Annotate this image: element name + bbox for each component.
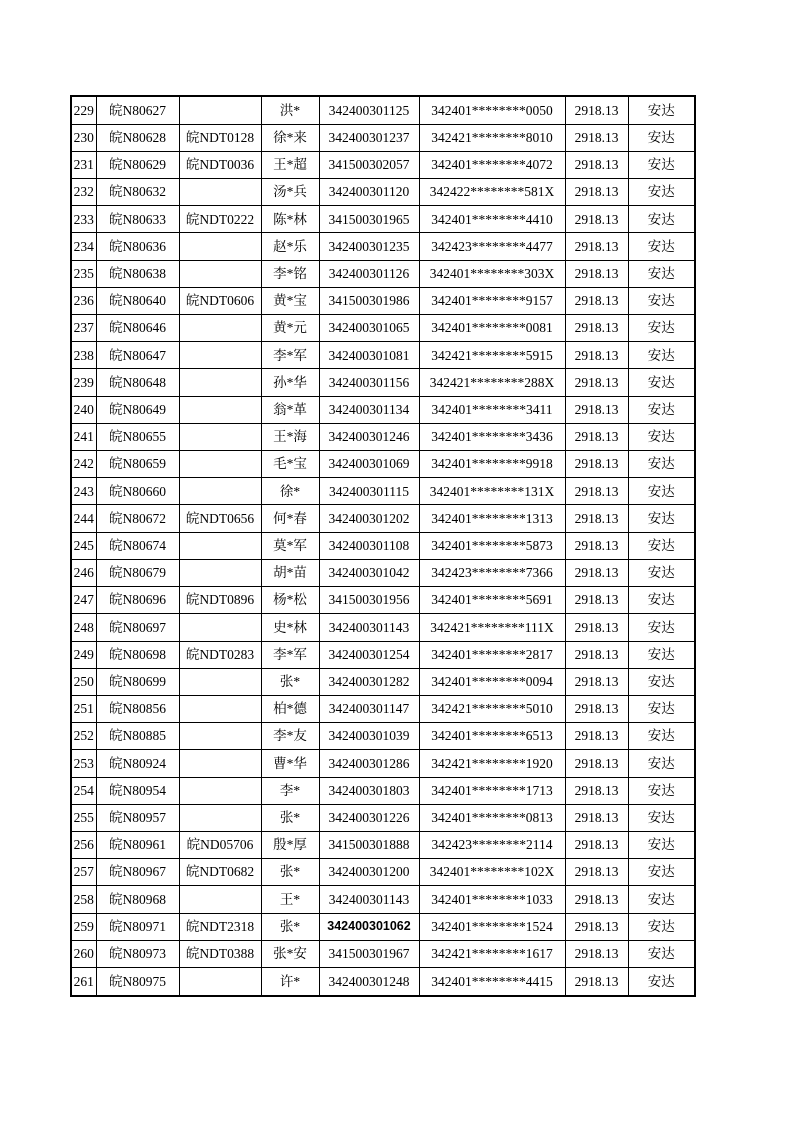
cell-name: 莫*军 [261, 532, 319, 559]
cell-id_masked: 342401********9157 [419, 287, 565, 314]
cell-name: 张* [261, 913, 319, 940]
cell-amount: 2918.13 [565, 260, 628, 287]
cell-company: 安达 [628, 750, 695, 777]
table-row [71, 559, 695, 586]
cell-no: 243 [71, 478, 96, 505]
cell-id_masked: 342401********0094 [419, 668, 565, 695]
cell-company: 安达 [628, 206, 695, 233]
cell-amount: 2918.13 [565, 913, 628, 940]
cell-name: 张*安 [261, 940, 319, 967]
cell-number: 342400301286 [319, 750, 419, 777]
table-row [71, 750, 695, 777]
cell-number: 342400301254 [319, 641, 419, 668]
cell-number: 342400301143 [319, 614, 419, 641]
cell-amount: 2918.13 [565, 396, 628, 423]
cell-amount: 2918.13 [565, 151, 628, 178]
cell-no: 248 [71, 614, 96, 641]
cell-plate2 [179, 614, 261, 641]
cell-plate2 [179, 777, 261, 804]
cell-plate2: 皖NDT2318 [179, 913, 261, 940]
cell-amount: 2918.13 [565, 532, 628, 559]
cell-id_masked: 342401********0813 [419, 804, 565, 831]
cell-id_masked: 342401********131X [419, 478, 565, 505]
cell-number: 342400301125 [319, 96, 419, 124]
cell-amount: 2918.13 [565, 859, 628, 886]
cell-plate: 皖N80627 [96, 96, 179, 124]
cell-amount: 2918.13 [565, 423, 628, 450]
cell-number: 341500301956 [319, 587, 419, 614]
cell-name: 洪* [261, 96, 319, 124]
table-row [71, 913, 695, 940]
cell-company: 安达 [628, 179, 695, 206]
cell-plate2 [179, 423, 261, 450]
table-row [71, 668, 695, 695]
table-row [71, 723, 695, 750]
cell-name: 王*超 [261, 151, 319, 178]
cell-company: 安达 [628, 315, 695, 342]
cell-plate: 皖N80971 [96, 913, 179, 940]
cell-name: 孙*华 [261, 369, 319, 396]
cell-id_masked: 342421********111X [419, 614, 565, 641]
cell-name: 王* [261, 886, 319, 913]
table-row [71, 478, 695, 505]
cell-no: 250 [71, 668, 96, 695]
cell-name: 汤*兵 [261, 179, 319, 206]
cell-plate: 皖N80924 [96, 750, 179, 777]
cell-id_masked: 342422********581X [419, 179, 565, 206]
cell-no: 249 [71, 641, 96, 668]
cell-name: 李* [261, 777, 319, 804]
cell-plate2: 皖NDT0606 [179, 287, 261, 314]
cell-no: 241 [71, 423, 96, 450]
cell-plate: 皖N80672 [96, 505, 179, 532]
cell-plate: 皖N80629 [96, 151, 179, 178]
cell-plate2: 皖NDT0283 [179, 641, 261, 668]
cell-number: 342400301062 [319, 913, 419, 940]
cell-plate2 [179, 342, 261, 369]
table-row [71, 614, 695, 641]
cell-number: 342400301039 [319, 723, 419, 750]
table-row [71, 124, 695, 151]
cell-name: 许* [261, 967, 319, 996]
cell-name: 柏*德 [261, 695, 319, 722]
cell-plate2 [179, 559, 261, 586]
cell-id_masked: 342421********1920 [419, 750, 565, 777]
cell-company: 安达 [628, 96, 695, 124]
cell-plate: 皖N80967 [96, 859, 179, 886]
cell-amount: 2918.13 [565, 124, 628, 151]
cell-plate: 皖N80655 [96, 423, 179, 450]
cell-name: 张* [261, 668, 319, 695]
cell-amount: 2918.13 [565, 342, 628, 369]
cell-plate2: 皖ND05706 [179, 831, 261, 858]
cell-amount: 2918.13 [565, 96, 628, 124]
table-row [71, 369, 695, 396]
cell-plate: 皖N80633 [96, 206, 179, 233]
cell-amount: 2918.13 [565, 179, 628, 206]
cell-no: 260 [71, 940, 96, 967]
cell-amount: 2918.13 [565, 668, 628, 695]
cell-plate2: 皖NDT0656 [179, 505, 261, 532]
cell-plate: 皖N80957 [96, 804, 179, 831]
cell-id_masked: 342421********5010 [419, 695, 565, 722]
cell-amount: 2918.13 [565, 451, 628, 478]
cell-id_masked: 342421********1617 [419, 940, 565, 967]
cell-id_masked: 342401********1524 [419, 913, 565, 940]
cell-id_masked: 342423********7366 [419, 559, 565, 586]
cell-id_masked: 342401********5691 [419, 587, 565, 614]
cell-id_masked: 342401********303X [419, 260, 565, 287]
cell-number: 342400301081 [319, 342, 419, 369]
cell-id_masked: 342401********1313 [419, 505, 565, 532]
cell-number: 341500301986 [319, 287, 419, 314]
cell-number: 342400301156 [319, 369, 419, 396]
cell-number: 342400301147 [319, 695, 419, 722]
cell-number: 342400301235 [319, 233, 419, 260]
cell-plate2 [179, 478, 261, 505]
cell-id_masked: 342401********4410 [419, 206, 565, 233]
cell-amount: 2918.13 [565, 940, 628, 967]
table-row [71, 641, 695, 668]
cell-no: 238 [71, 342, 96, 369]
cell-company: 安达 [628, 423, 695, 450]
cell-plate2 [179, 451, 261, 478]
cell-company: 安达 [628, 151, 695, 178]
cell-plate: 皖N80636 [96, 233, 179, 260]
cell-no: 245 [71, 532, 96, 559]
cell-plate2 [179, 750, 261, 777]
cell-plate2: 皖NDT0128 [179, 124, 261, 151]
cell-no: 234 [71, 233, 96, 260]
cell-company: 安达 [628, 859, 695, 886]
cell-number: 342400301246 [319, 423, 419, 450]
cell-no: 252 [71, 723, 96, 750]
cell-company: 安达 [628, 614, 695, 641]
cell-amount: 2918.13 [565, 233, 628, 260]
cell-company: 安达 [628, 559, 695, 586]
cell-no: 259 [71, 913, 96, 940]
cell-name: 杨*松 [261, 587, 319, 614]
cell-amount: 2918.13 [565, 967, 628, 996]
cell-amount: 2918.13 [565, 777, 628, 804]
cell-id_masked: 342401********6513 [419, 723, 565, 750]
cell-name: 何*春 [261, 505, 319, 532]
cell-no: 240 [71, 396, 96, 423]
table-row [71, 451, 695, 478]
cell-plate: 皖N80856 [96, 695, 179, 722]
cell-name: 徐*来 [261, 124, 319, 151]
cell-no: 236 [71, 287, 96, 314]
cell-amount: 2918.13 [565, 641, 628, 668]
table-row [71, 777, 695, 804]
cell-id_masked: 342401********3411 [419, 396, 565, 423]
table-row [71, 423, 695, 450]
cell-plate: 皖N80649 [96, 396, 179, 423]
cell-amount: 2918.13 [565, 369, 628, 396]
cell-no: 230 [71, 124, 96, 151]
cell-amount: 2918.13 [565, 287, 628, 314]
cell-number: 342400301065 [319, 315, 419, 342]
cell-name: 黄*宝 [261, 287, 319, 314]
table-row [71, 505, 695, 532]
cell-plate: 皖N80660 [96, 478, 179, 505]
cell-no: 232 [71, 179, 96, 206]
cell-plate2: 皖NDT0896 [179, 587, 261, 614]
cell-plate: 皖N80674 [96, 532, 179, 559]
cell-number: 341500302057 [319, 151, 419, 178]
cell-company: 安达 [628, 831, 695, 858]
cell-id_masked: 342421********288X [419, 369, 565, 396]
table-row [71, 233, 695, 260]
cell-plate2 [179, 967, 261, 996]
cell-plate: 皖N80968 [96, 886, 179, 913]
cell-name: 张* [261, 804, 319, 831]
cell-number: 342400301248 [319, 967, 419, 996]
cell-number: 342400301115 [319, 478, 419, 505]
cell-plate: 皖N80628 [96, 124, 179, 151]
table-row [71, 532, 695, 559]
cell-amount: 2918.13 [565, 505, 628, 532]
table-row [71, 831, 695, 858]
cell-no: 242 [71, 451, 96, 478]
cell-plate: 皖N80632 [96, 179, 179, 206]
table-row [71, 886, 695, 913]
cell-number: 342400301237 [319, 124, 419, 151]
cell-plate: 皖N80697 [96, 614, 179, 641]
cell-company: 安达 [628, 287, 695, 314]
cell-id_masked: 342423********2114 [419, 831, 565, 858]
cell-plate2: 皖NDT0222 [179, 206, 261, 233]
cell-id_masked: 342401********3436 [419, 423, 565, 450]
cell-number: 342400301126 [319, 260, 419, 287]
table-row [71, 396, 695, 423]
cell-plate2: 皖NDT0682 [179, 859, 261, 886]
cell-plate2 [179, 668, 261, 695]
cell-name: 李*军 [261, 342, 319, 369]
cell-plate2 [179, 723, 261, 750]
cell-number: 342400301108 [319, 532, 419, 559]
cell-number: 342400301202 [319, 505, 419, 532]
cell-plate: 皖N80679 [96, 559, 179, 586]
cell-number: 342400301200 [319, 859, 419, 886]
cell-id_masked: 342401********2817 [419, 641, 565, 668]
cell-company: 安达 [628, 478, 695, 505]
cell-company: 安达 [628, 396, 695, 423]
cell-name: 史*林 [261, 614, 319, 641]
table-row [71, 287, 695, 314]
cell-amount: 2918.13 [565, 478, 628, 505]
table-row [71, 96, 695, 124]
table-row [71, 179, 695, 206]
cell-plate: 皖N80640 [96, 287, 179, 314]
cell-company: 安达 [628, 451, 695, 478]
cell-name: 曹*华 [261, 750, 319, 777]
cell-name: 李*军 [261, 641, 319, 668]
cell-amount: 2918.13 [565, 804, 628, 831]
cell-name: 李*铭 [261, 260, 319, 287]
cell-name: 殷*厚 [261, 831, 319, 858]
cell-no: 239 [71, 369, 96, 396]
cell-plate2 [179, 804, 261, 831]
cell-id_masked: 342421********8010 [419, 124, 565, 151]
cell-name: 李*友 [261, 723, 319, 750]
cell-plate2 [179, 179, 261, 206]
cell-name: 毛*宝 [261, 451, 319, 478]
cell-id_masked: 342401********9918 [419, 451, 565, 478]
cell-plate: 皖N80698 [96, 641, 179, 668]
cell-plate2 [179, 260, 261, 287]
cell-company: 安达 [628, 587, 695, 614]
table-row [71, 940, 695, 967]
cell-name: 翁*革 [261, 396, 319, 423]
cell-name: 徐* [261, 478, 319, 505]
cell-id_masked: 342401********0081 [419, 315, 565, 342]
cell-amount: 2918.13 [565, 750, 628, 777]
cell-plate: 皖N80885 [96, 723, 179, 750]
cell-name: 赵*乐 [261, 233, 319, 260]
cell-no: 256 [71, 831, 96, 858]
cell-company: 安达 [628, 723, 695, 750]
cell-company: 安达 [628, 369, 695, 396]
cell-no: 233 [71, 206, 96, 233]
cell-plate2 [179, 532, 261, 559]
cell-id_masked: 342401********4415 [419, 967, 565, 996]
cell-plate2: 皖NDT0036 [179, 151, 261, 178]
cell-company: 安达 [628, 124, 695, 151]
cell-amount: 2918.13 [565, 886, 628, 913]
table-row [71, 804, 695, 831]
table-row [71, 342, 695, 369]
cell-company: 安达 [628, 886, 695, 913]
cell-plate2 [179, 233, 261, 260]
cell-number: 341500301888 [319, 831, 419, 858]
cell-plate: 皖N80647 [96, 342, 179, 369]
cell-no: 244 [71, 505, 96, 532]
cell-id_masked: 342401********4072 [419, 151, 565, 178]
cell-plate: 皖N80961 [96, 831, 179, 858]
cell-amount: 2918.13 [565, 206, 628, 233]
table-body [71, 96, 695, 996]
cell-no: 246 [71, 559, 96, 586]
cell-amount: 2918.13 [565, 831, 628, 858]
table-row [71, 315, 695, 342]
cell-name: 陈*林 [261, 206, 319, 233]
cell-company: 安达 [628, 342, 695, 369]
cell-number: 342400301803 [319, 777, 419, 804]
cell-number: 342400301120 [319, 179, 419, 206]
cell-id_masked: 342401********102X [419, 859, 565, 886]
cell-no: 235 [71, 260, 96, 287]
cell-company: 安达 [628, 505, 695, 532]
cell-number: 342400301226 [319, 804, 419, 831]
cell-id_masked: 342421********5915 [419, 342, 565, 369]
cell-amount: 2918.13 [565, 587, 628, 614]
cell-no: 261 [71, 967, 96, 996]
table-row [71, 206, 695, 233]
cell-plate: 皖N80648 [96, 369, 179, 396]
cell-company: 安达 [628, 777, 695, 804]
table-row [71, 967, 695, 996]
cell-no: 231 [71, 151, 96, 178]
cell-plate: 皖N80954 [96, 777, 179, 804]
cell-plate2 [179, 369, 261, 396]
cell-amount: 2918.13 [565, 723, 628, 750]
cell-company: 安达 [628, 260, 695, 287]
cell-plate: 皖N80659 [96, 451, 179, 478]
cell-company: 安达 [628, 967, 695, 996]
cell-number: 342400301134 [319, 396, 419, 423]
cell-no: 255 [71, 804, 96, 831]
cell-id_masked: 342423********4477 [419, 233, 565, 260]
table-row [71, 260, 695, 287]
cell-id_masked: 342401********5873 [419, 532, 565, 559]
cell-number: 342400301282 [319, 668, 419, 695]
cell-plate2 [179, 695, 261, 722]
cell-number: 341500301967 [319, 940, 419, 967]
cell-company: 安达 [628, 532, 695, 559]
cell-number: 341500301965 [319, 206, 419, 233]
cell-name: 黄*元 [261, 315, 319, 342]
cell-number: 342400301143 [319, 886, 419, 913]
cell-plate2 [179, 315, 261, 342]
cell-company: 安达 [628, 668, 695, 695]
cell-plate: 皖N80973 [96, 940, 179, 967]
cell-number: 342400301042 [319, 559, 419, 586]
table-row [71, 151, 695, 178]
cell-no: 237 [71, 315, 96, 342]
cell-amount: 2918.13 [565, 315, 628, 342]
cell-company: 安达 [628, 913, 695, 940]
cell-no: 229 [71, 96, 96, 124]
cell-name: 张* [261, 859, 319, 886]
cell-plate: 皖N80646 [96, 315, 179, 342]
cell-id_masked: 342401********1033 [419, 886, 565, 913]
cell-number: 342400301069 [319, 451, 419, 478]
cell-id_masked: 342401********1713 [419, 777, 565, 804]
cell-plate2 [179, 96, 261, 124]
table-row [71, 587, 695, 614]
cell-plate: 皖N80696 [96, 587, 179, 614]
cell-no: 258 [71, 886, 96, 913]
cell-company: 安达 [628, 641, 695, 668]
cell-no: 247 [71, 587, 96, 614]
cell-no: 254 [71, 777, 96, 804]
cell-company: 安达 [628, 940, 695, 967]
cell-amount: 2918.13 [565, 559, 628, 586]
cell-plate2 [179, 396, 261, 423]
cell-plate: 皖N80699 [96, 668, 179, 695]
cell-name: 胡*苗 [261, 559, 319, 586]
table-row [71, 859, 695, 886]
cell-no: 251 [71, 695, 96, 722]
cell-plate2 [179, 886, 261, 913]
cell-no: 253 [71, 750, 96, 777]
cell-amount: 2918.13 [565, 695, 628, 722]
cell-company: 安达 [628, 233, 695, 260]
table-row [71, 695, 695, 722]
cell-no: 257 [71, 859, 96, 886]
cell-amount: 2918.13 [565, 614, 628, 641]
cell-plate2: 皖NDT0388 [179, 940, 261, 967]
cell-name: 王*海 [261, 423, 319, 450]
cell-plate: 皖N80975 [96, 967, 179, 996]
cell-company: 安达 [628, 804, 695, 831]
cell-company: 安达 [628, 695, 695, 722]
cell-id_masked: 342401********0050 [419, 96, 565, 124]
data-table [70, 95, 696, 997]
cell-plate: 皖N80638 [96, 260, 179, 287]
